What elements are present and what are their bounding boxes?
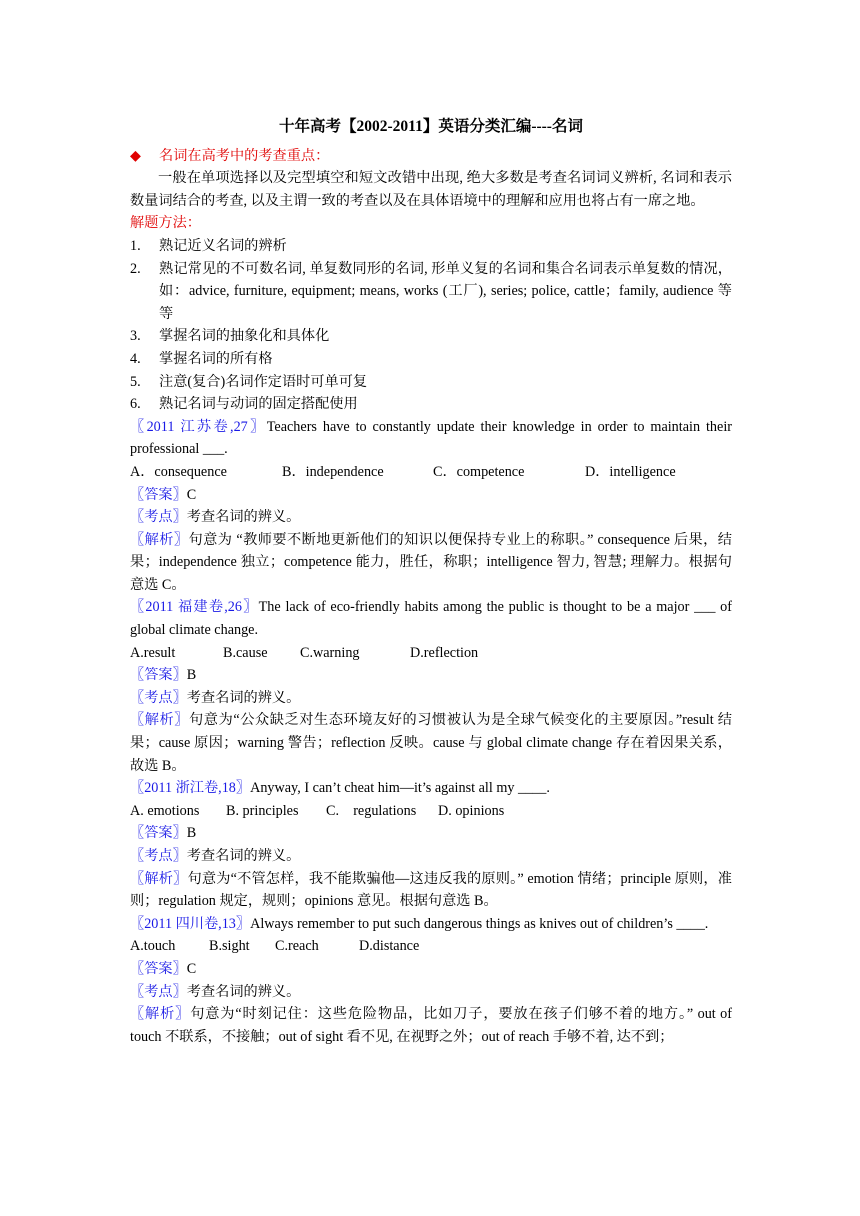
question-block (130, 913, 732, 1049)
analysis-line: 〖解析〗句意为“时刻记住：这些危险物品，比如刀子，要放在孩子们够不着的地方。” out of touch 不联系，不接触；out of sight 看不见, 在视野之外；out of reach 手够不着, 达不到； (130, 1006, 732, 1045)
question-options: A.result B.cause C.warning D.reflection (130, 644, 479, 661)
point-line: 〖考点〗考查名词的辨义。 (130, 983, 301, 1000)
question-stem: 〖2011 浙江卷,18〗Anyway, I can’t cheat him—it’s against all my ____. (130, 780, 550, 797)
diamond-bullet-icon: ◆ (130, 147, 141, 164)
focus-paragraph: 一般在单项选择以及完型填空和短文改错中出现, 绝大多数是考查名词词义辨析, 名词和表示数量词结合的考查, 以及主谓一致的考查以及在具体语境中的理解和应用也将占有一席之地。 (130, 170, 732, 209)
answer-line: 〖答案〗C (130, 486, 197, 503)
point-line: 〖考点〗考查名词的辨义。 (130, 509, 301, 526)
answer-line: 〖答案〗B (130, 667, 197, 684)
question-block (130, 596, 732, 777)
list-item: 4. 掌握名词的所有格 (130, 350, 273, 367)
list-item: 6. 熟记名词与动词的固定搭配使用 (130, 396, 358, 413)
point-line: 〖考点〗考查名词的辨义。 (130, 689, 301, 706)
list-item: 2. 熟记常见的不可数名词, 单复数同形的名词, 形单义复的名词和集合名词表示单复数的情况，如：advice, furniture, equipment; means, works (工厂), series; police, cattle；family, audience 等等 (130, 260, 732, 322)
document-title: 十年高考【2002-2011】英语分类汇编----名词 (279, 118, 583, 135)
question-options: A．consequence B．independence C．competence D．intelligence (130, 463, 676, 480)
question-stem: 〖2011 福建卷,26〗The lack of eco-friendly habits among the public is thought to be a major ___ of global climate change. (130, 599, 732, 639)
question-stem: 〖2011 江苏卷,27〗Teachers have to constantly update their knowledge in order to maintain their professional ___. (130, 418, 732, 458)
methods-heading: 解题方法： (130, 215, 201, 232)
question-block (130, 777, 732, 913)
analysis-line: 〖解析〗句意为“不管怎样，我不能欺骗他—这违反我的原则。” emotion 情绪；principle 原则，准则；regulation 规定，规则；opinions 意见。根据句意选 B。 (130, 870, 732, 910)
answer-line: 〖答案〗C (130, 960, 197, 977)
analysis-line: 〖解析〗句意为“公众缺乏对生态环境友好的习惯被认为是全球气候变化的主要原因。”result 结果；cause 原因；warning 警告；reflection 反映。cause 与 global climate change 存在着因果关系，故选 B。 (130, 712, 732, 774)
question-options: A. emotions B. principles C. regulations D. opinions (130, 802, 505, 819)
list-item: 3. 掌握名词的抽象化和具体化 (130, 328, 330, 345)
answer-line: 〖答案〗B (130, 825, 197, 842)
question-stem: 〖2011 四川卷,13〗Always remember to put such dangerous things as knives out of children’s ____. (130, 915, 709, 932)
analysis-line: 〖解析〗句意为 “教师要不断地更新他们的知识以便保持专业上的称职。” consequence 后果，结果；independence 独立；competence 能力，胜任，称职；intelligence 智力, 智慧; 理解力。根据句意选 C。 (130, 531, 732, 593)
document-page (130, 116, 732, 1048)
focus-heading-line (130, 145, 732, 168)
focus-heading: 名词在高考中的考查重点： (159, 147, 330, 164)
point-line: 〖考点〗考查名词的辨义。 (130, 848, 301, 864)
question-options: A.touch B.sight C.reach D.distance (130, 938, 420, 955)
methods-list (130, 235, 732, 416)
list-item: 5. 注意(复合)名词作定语时可单可复 (130, 373, 368, 390)
list-item: 1. 熟记近义名词的辨析 (130, 237, 287, 254)
question-block (130, 416, 732, 597)
